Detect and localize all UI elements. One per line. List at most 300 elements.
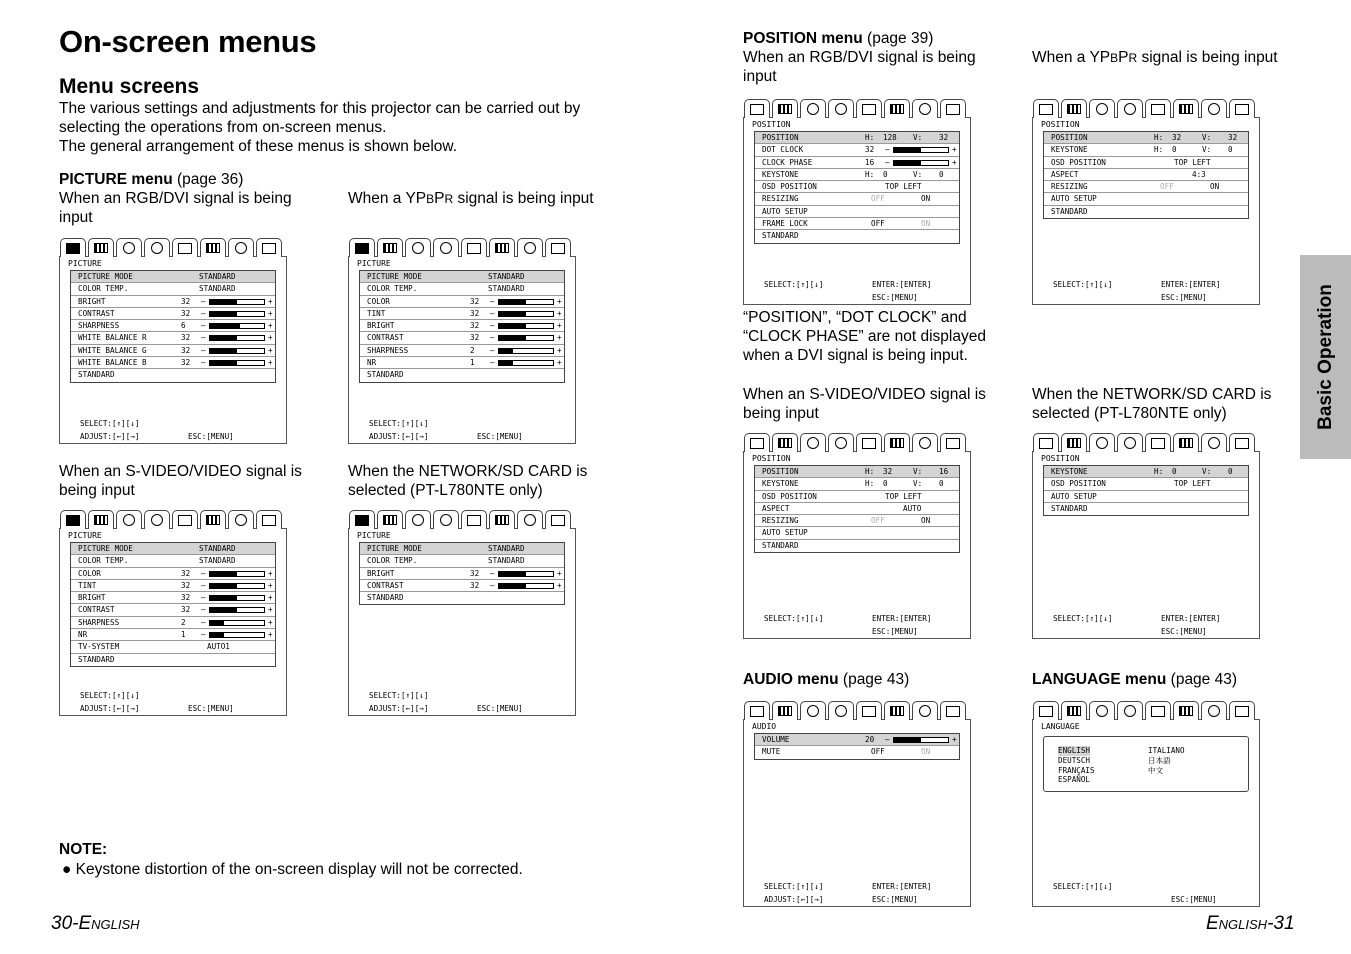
- level-fill: [894, 148, 921, 152]
- test-pattern-tab-icon: [1179, 104, 1193, 114]
- option-tab[interactable]: [461, 238, 487, 257]
- menu-row[interactable]: [71, 345, 275, 357]
- h-value: 32: [883, 467, 893, 476]
- audio-tab[interactable]: [800, 99, 826, 118]
- option-tab-icon: [1151, 706, 1165, 717]
- picture-tab[interactable]: [1033, 99, 1059, 118]
- security-tab[interactable]: [256, 510, 282, 529]
- dvi-note: “POSITION”, “DOT CLOCK” and “CLOCK PHASE” are not displayed when a DVI signal is being input.: [743, 309, 986, 364]
- minus-sign: –: [490, 333, 495, 343]
- menu-row[interactable]: [71, 308, 275, 320]
- menu-row[interactable]: [360, 271, 564, 283]
- audio-tab[interactable]: [405, 510, 431, 529]
- menu-row[interactable]: [71, 568, 275, 580]
- row-label: KEYSTONE: [762, 479, 799, 489]
- picture-tab[interactable]: [1033, 701, 1059, 720]
- level-fill: [210, 300, 237, 304]
- v-value: 0: [1228, 467, 1233, 476]
- level-bar[interactable]: [893, 160, 949, 166]
- network-tab[interactable]: [517, 238, 543, 257]
- note-bullet: ● Keystone distortion of the on-screen display will not be corrected.: [62, 861, 523, 878]
- language-option[interactable]: ESPAÑOL: [1058, 775, 1091, 784]
- level-bar[interactable]: [498, 583, 554, 589]
- network-tab[interactable]: [1201, 701, 1227, 720]
- menu-row[interactable]: [71, 629, 275, 641]
- menu-row[interactable]: [71, 555, 275, 567]
- option-tab-icon: [862, 706, 876, 717]
- position-tab[interactable]: [1061, 701, 1087, 720]
- menu-row[interactable]: [1044, 466, 1248, 478]
- plus-sign: +: [557, 333, 562, 343]
- menu-row[interactable]: [71, 332, 275, 344]
- language-option[interactable]: DEUTSCH: [1058, 756, 1091, 765]
- minus-sign: –: [490, 296, 495, 306]
- menu-tabs: [1033, 99, 1257, 118]
- plus-sign: +: [557, 345, 562, 355]
- row-label: PICTURE MODE: [78, 272, 133, 281]
- row-label: BRIGHT: [78, 296, 106, 306]
- test-pattern-tab[interactable]: [200, 238, 226, 257]
- menu-row[interactable]: [755, 193, 959, 205]
- menu-row[interactable]: [360, 580, 564, 592]
- level-bar[interactable]: [209, 607, 265, 613]
- row-label: WHITE BALANCE R: [78, 333, 147, 343]
- security-tab[interactable]: [256, 238, 282, 257]
- intro-line-1: The various settings and adjustments for this projector can be carried out by: [59, 100, 581, 117]
- select-hint: SELECT:[↑][↓]: [1053, 882, 1113, 891]
- level-bar[interactable]: [498, 335, 554, 341]
- level-bar[interactable]: [893, 737, 949, 743]
- menu-row[interactable]: [755, 230, 959, 242]
- row-label: ASPECT: [762, 503, 790, 513]
- osd-title: AUDIO: [752, 722, 777, 731]
- test-pattern-tab[interactable]: [884, 433, 910, 452]
- level-fill: [499, 312, 526, 316]
- test-pattern-tab-icon: [890, 438, 904, 448]
- footer-left: 30-English: [51, 913, 140, 934]
- level-fill: [499, 324, 526, 328]
- position-tab[interactable]: [1061, 433, 1087, 452]
- menu-row[interactable]: [360, 296, 564, 308]
- network-tab[interactable]: [228, 510, 254, 529]
- caption-rgb-dvi: When an RGB/DVI signal is being input: [59, 190, 292, 226]
- row-label: COLOR: [367, 296, 390, 306]
- row-label: COLOR: [78, 568, 101, 578]
- level-bar[interactable]: [209, 348, 265, 354]
- language-option[interactable]: 日本語: [1148, 756, 1171, 765]
- menu-row[interactable]: [71, 271, 275, 283]
- security-tab[interactable]: [940, 433, 966, 452]
- level-bar[interactable]: [209, 583, 265, 589]
- menu-row[interactable]: [755, 478, 959, 490]
- menu-row[interactable]: [755, 132, 959, 144]
- minus-sign: –: [201, 308, 206, 318]
- picture-tab-icon: [66, 243, 80, 254]
- network-tab[interactable]: [1201, 433, 1227, 452]
- off-option: OFF: [871, 219, 885, 229]
- network-tab[interactable]: [912, 433, 938, 452]
- row-value: 2: [470, 345, 475, 355]
- network-tab[interactable]: [228, 238, 254, 257]
- menu-row[interactable]: [1044, 169, 1248, 181]
- level-bar[interactable]: [498, 311, 554, 317]
- language-tab[interactable]: [1117, 99, 1143, 118]
- row-label: KEYSTONE: [1051, 145, 1088, 155]
- h-label: H:: [865, 169, 875, 179]
- level-bar[interactable]: [498, 323, 554, 329]
- test-pattern-tab[interactable]: [884, 701, 910, 720]
- h-label: H:: [1154, 145, 1164, 155]
- security-tab[interactable]: [1229, 433, 1255, 452]
- plus-sign: +: [268, 321, 273, 331]
- language-option[interactable]: 中文: [1148, 766, 1164, 775]
- audio-tab[interactable]: [116, 510, 142, 529]
- audio-tab[interactable]: [1089, 701, 1115, 720]
- row-label: MUTE: [762, 747, 781, 757]
- plus-sign: +: [557, 580, 562, 590]
- audio-tab[interactable]: [800, 433, 826, 452]
- option-tab[interactable]: [461, 510, 487, 529]
- menu-row[interactable]: [755, 734, 959, 746]
- row-label: CONTRAST: [78, 308, 115, 318]
- intro-line-3: The general arrangement of these menus is shown below.: [59, 138, 458, 155]
- row-value: 32: [181, 296, 191, 306]
- language-tab[interactable]: [1117, 701, 1143, 720]
- test-pattern-tab[interactable]: [1173, 701, 1199, 720]
- menu-row[interactable]: [71, 320, 275, 332]
- minus-sign: –: [201, 296, 206, 306]
- row-label: STANDARD: [367, 370, 404, 380]
- picture-tab[interactable]: [60, 238, 86, 257]
- row-label: COLOR TEMP.: [78, 556, 129, 566]
- menu-list: [754, 733, 960, 760]
- audio-tab[interactable]: [116, 238, 142, 257]
- menu-row[interactable]: [71, 580, 275, 592]
- menu-row[interactable]: [755, 169, 959, 181]
- menu-row[interactable]: [1044, 181, 1248, 193]
- menu-row[interactable]: [360, 283, 564, 295]
- menu-row[interactable]: [755, 157, 959, 169]
- h-value: 0: [883, 479, 888, 489]
- menu-row[interactable]: [360, 357, 564, 369]
- language-tab[interactable]: [433, 238, 459, 257]
- option-tab[interactable]: [1145, 701, 1171, 720]
- menu-row[interactable]: [71, 654, 275, 666]
- minus-sign: –: [201, 321, 206, 331]
- option-tab[interactable]: [856, 701, 882, 720]
- position-tab[interactable]: [377, 510, 403, 529]
- picture-tab[interactable]: [349, 510, 375, 529]
- adjust-hint: ADJUST:[←][→]: [80, 704, 140, 713]
- language-option-selected[interactable]: ENGLISH: [1058, 746, 1091, 755]
- language-option[interactable]: ITALIANO: [1148, 746, 1185, 755]
- network-tab[interactable]: [912, 99, 938, 118]
- osd-title: PICTURE: [68, 259, 102, 268]
- language-tab[interactable]: [828, 701, 854, 720]
- row-label: CONTRAST: [78, 605, 115, 615]
- level-bar[interactable]: [498, 360, 554, 366]
- h-value: 32: [1172, 133, 1182, 142]
- option-tab[interactable]: [1145, 99, 1171, 118]
- row-label: STANDARD: [1051, 206, 1088, 216]
- level-bar[interactable]: [209, 360, 265, 366]
- position-tab[interactable]: [377, 238, 403, 257]
- menu-row[interactable]: [1044, 132, 1248, 144]
- row-label: STANDARD: [762, 540, 799, 550]
- menu-row[interactable]: [360, 320, 564, 332]
- menu-row[interactable]: [755, 466, 959, 478]
- menu-row[interactable]: [755, 540, 959, 552]
- language-tab[interactable]: [828, 433, 854, 452]
- position-tab[interactable]: [88, 510, 114, 529]
- osd-picture-network: [348, 528, 576, 716]
- menu-row[interactable]: [755, 527, 959, 539]
- h-value: 0: [883, 169, 888, 179]
- row-value: STANDARD: [199, 556, 236, 566]
- test-pattern-tab[interactable]: [1173, 99, 1199, 118]
- menu-tabs: [60, 510, 284, 529]
- row-label: AUTO SETUP: [762, 528, 808, 538]
- osd-title: LANGUAGE: [1041, 722, 1080, 731]
- menu-row[interactable]: [71, 296, 275, 308]
- row-label: BRIGHT: [78, 593, 106, 603]
- picture-tab[interactable]: [744, 99, 770, 118]
- test-pattern-tab[interactable]: [200, 510, 226, 529]
- network-tab-icon: [524, 514, 536, 526]
- row-value: AUTO: [903, 503, 922, 513]
- plus-sign: +: [268, 605, 273, 615]
- caption-ypbpr-right: When a YPBPR signal is being input: [1032, 49, 1278, 66]
- menu-row[interactable]: [755, 503, 959, 515]
- plus-sign: +: [557, 321, 562, 331]
- position-tab[interactable]: [772, 701, 798, 720]
- test-pattern-tab[interactable]: [884, 99, 910, 118]
- security-tab[interactable]: [1229, 701, 1255, 720]
- language-tab[interactable]: [144, 510, 170, 529]
- menu-row[interactable]: [360, 543, 564, 555]
- menu-row[interactable]: [755, 491, 959, 503]
- row-value: AUTO1: [207, 642, 230, 652]
- test-pattern-tab-icon: [495, 515, 509, 525]
- menu-tabs: [349, 238, 573, 257]
- menu-tabs: [744, 701, 968, 720]
- level-bar[interactable]: [209, 595, 265, 601]
- level-fill: [210, 312, 237, 316]
- option-tab[interactable]: [856, 433, 882, 452]
- language-tab[interactable]: [433, 510, 459, 529]
- level-bar[interactable]: [209, 299, 265, 305]
- enter-hint: ENTER:[ENTER]: [872, 614, 932, 623]
- picture-menu-label: PICTURE menu: [59, 171, 173, 188]
- osd-title: POSITION: [1041, 120, 1080, 129]
- off-option: OFF: [1160, 182, 1174, 192]
- audio-tab-icon: [807, 103, 819, 115]
- menu-row[interactable]: [71, 543, 275, 555]
- picture-tab[interactable]: [744, 701, 770, 720]
- osd-picture-svideo: [59, 528, 287, 716]
- v-label: V:: [1202, 145, 1212, 155]
- test-pattern-tab[interactable]: [489, 238, 515, 257]
- row-value: 32: [470, 296, 480, 306]
- test-pattern-tab[interactable]: [489, 510, 515, 529]
- menu-row[interactable]: [755, 181, 959, 193]
- menu-row[interactable]: [1044, 157, 1248, 169]
- level-bar[interactable]: [209, 323, 265, 329]
- menu-row[interactable]: [71, 617, 275, 629]
- caption-ypbpr-r: R: [444, 192, 454, 206]
- security-tab[interactable]: [940, 701, 966, 720]
- minus-sign: –: [201, 580, 206, 590]
- level-bar[interactable]: [209, 311, 265, 317]
- network-tab-icon: [524, 242, 536, 254]
- picture-tab-icon: [66, 515, 80, 526]
- option-tab[interactable]: [1145, 433, 1171, 452]
- menu-row[interactable]: [71, 604, 275, 616]
- menu-list: [70, 542, 276, 667]
- option-tab-icon: [862, 438, 876, 449]
- level-bar[interactable]: [209, 571, 265, 577]
- security-tab[interactable]: [545, 510, 571, 529]
- menu-row[interactable]: [755, 515, 959, 527]
- level-bar[interactable]: [893, 147, 949, 153]
- level-bar[interactable]: [209, 335, 265, 341]
- level-bar[interactable]: [209, 620, 265, 626]
- menu-tabs: [1033, 433, 1257, 452]
- audio-tab-icon: [807, 705, 819, 717]
- security-tab[interactable]: [1229, 99, 1255, 118]
- menu-row[interactable]: [1044, 491, 1248, 503]
- position-tab-icon: [1067, 104, 1081, 114]
- test-pattern-tab[interactable]: [1173, 433, 1199, 452]
- adjust-hint: ADJUST:[←][→]: [369, 432, 429, 441]
- menu-row[interactable]: [360, 555, 564, 567]
- menu-list: [359, 270, 565, 383]
- language-tab[interactable]: [828, 99, 854, 118]
- audio-tab[interactable]: [1089, 99, 1115, 118]
- menu-tabs: [60, 238, 284, 257]
- option-tab[interactable]: [172, 510, 198, 529]
- menu-row[interactable]: [360, 308, 564, 320]
- row-label: OSD POSITION: [762, 182, 817, 192]
- position-tab[interactable]: [772, 99, 798, 118]
- security-tab[interactable]: [545, 238, 571, 257]
- position-tab-icon: [778, 438, 792, 448]
- menu-row[interactable]: [71, 592, 275, 604]
- menu-row[interactable]: [360, 568, 564, 580]
- row-label: PICTURE MODE: [367, 272, 422, 281]
- menu-row[interactable]: [360, 592, 564, 604]
- menu-row[interactable]: [71, 357, 275, 369]
- row-label: NR: [78, 630, 88, 640]
- plus-sign: +: [557, 568, 562, 578]
- row-value: 32: [865, 145, 875, 155]
- audio-tab-icon: [1096, 437, 1108, 449]
- level-bar[interactable]: [209, 632, 265, 638]
- menu-row[interactable]: [71, 641, 275, 653]
- position-tab[interactable]: [1061, 99, 1087, 118]
- minus-sign: –: [490, 580, 495, 590]
- menu-row[interactable]: [1044, 144, 1248, 156]
- side-tab-basic-operation: Basic Operation: [1300, 255, 1351, 459]
- menu-row[interactable]: [71, 283, 275, 295]
- menu-row[interactable]: [360, 369, 564, 381]
- menu-row[interactable]: [755, 206, 959, 218]
- esc-hint: ESC:[MENU]: [1161, 293, 1207, 302]
- picture-tab[interactable]: [60, 510, 86, 529]
- position-tab[interactable]: [88, 238, 114, 257]
- picture-tab[interactable]: [744, 433, 770, 452]
- language-tab-icon: [440, 514, 452, 526]
- menu-list: [70, 270, 276, 383]
- level-bar[interactable]: [498, 571, 554, 577]
- row-value: TOP LEFT: [885, 491, 922, 501]
- plus-sign: +: [952, 157, 957, 167]
- row-value: 32: [181, 333, 191, 343]
- minus-sign: –: [490, 321, 495, 331]
- row-label: AUTO SETUP: [1051, 194, 1097, 204]
- esc-hint: ESC:[MENU]: [1171, 895, 1217, 904]
- menu-row[interactable]: [360, 345, 564, 357]
- network-tab[interactable]: [912, 701, 938, 720]
- language-tab-icon: [1124, 103, 1136, 115]
- menu-row[interactable]: [755, 746, 959, 758]
- plus-sign: +: [557, 296, 562, 306]
- option-tab[interactable]: [856, 99, 882, 118]
- picture-tab-icon: [355, 515, 369, 526]
- picture-tab[interactable]: [1033, 433, 1059, 452]
- osd-title: PICTURE: [68, 531, 102, 540]
- option-tab-icon: [862, 104, 876, 115]
- select-hint: SELECT:[↑][↓]: [80, 419, 140, 428]
- audio-tab[interactable]: [1089, 433, 1115, 452]
- option-tab[interactable]: [172, 238, 198, 257]
- menu-row[interactable]: [360, 332, 564, 344]
- menu-row[interactable]: [1044, 193, 1248, 205]
- network-tab[interactable]: [517, 510, 543, 529]
- position-tab[interactable]: [772, 433, 798, 452]
- test-pattern-tab-icon: [1179, 438, 1193, 448]
- audio-tab[interactable]: [405, 238, 431, 257]
- option-tab-icon: [467, 243, 481, 254]
- menu-row[interactable]: [1044, 478, 1248, 490]
- menu-row[interactable]: [1044, 206, 1248, 218]
- minus-sign: –: [201, 358, 206, 368]
- level-bar[interactable]: [498, 348, 554, 354]
- row-value: STANDARD: [199, 284, 236, 294]
- picture-tab[interactable]: [349, 238, 375, 257]
- language-tab[interactable]: [1117, 433, 1143, 452]
- menu-row[interactable]: [755, 218, 959, 230]
- on-option: ON: [921, 516, 931, 526]
- osd-title: POSITION: [752, 454, 791, 463]
- language-tab[interactable]: [144, 238, 170, 257]
- level-bar[interactable]: [498, 299, 554, 305]
- plus-sign: +: [268, 568, 273, 578]
- option-tab-icon: [467, 515, 481, 526]
- row-value: 32: [470, 308, 480, 318]
- row-value: 32: [470, 568, 480, 578]
- menu-row[interactable]: [755, 144, 959, 156]
- security-tab[interactable]: [940, 99, 966, 118]
- plus-sign: +: [268, 593, 273, 603]
- network-tab[interactable]: [1201, 99, 1227, 118]
- row-label: NR: [367, 358, 377, 368]
- audio-tab[interactable]: [800, 701, 826, 720]
- menu-row[interactable]: [71, 369, 275, 381]
- language-option[interactable]: FRANÇAIS: [1058, 766, 1095, 775]
- minus-sign: –: [490, 308, 495, 318]
- menu-row[interactable]: [1044, 503, 1248, 515]
